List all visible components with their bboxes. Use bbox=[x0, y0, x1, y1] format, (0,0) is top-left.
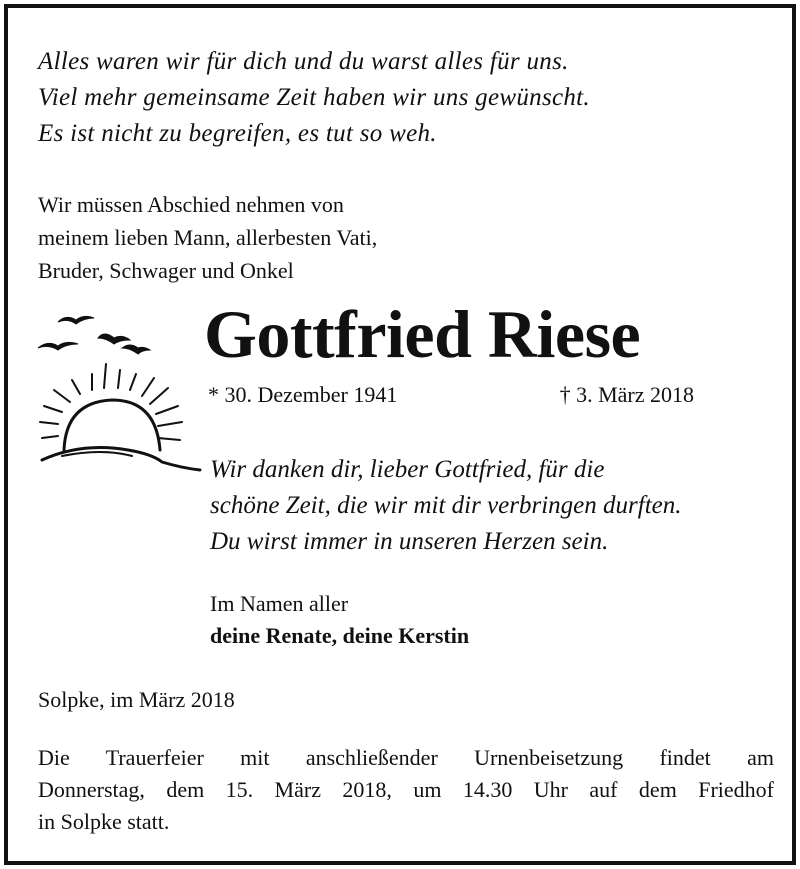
opening-poem bbox=[38, 44, 772, 152]
signature-block bbox=[210, 588, 469, 652]
signature-names: deine Renate, deine Kerstin bbox=[210, 623, 470, 648]
obituary-notice bbox=[4, 4, 796, 865]
farewell-intro bbox=[38, 188, 772, 287]
bird-icon bbox=[58, 316, 94, 324]
thanks-verse bbox=[210, 452, 681, 560]
poem-line: Es ist nicht zu begreifen, es tut so weh. bbox=[38, 120, 437, 147]
signature-prefix: Im Namen aller bbox=[210, 591, 349, 616]
deceased-name: Gottfried Riese bbox=[204, 296, 641, 372]
thanks-line: Wir danken dir, lieber Gottfried, für die bbox=[210, 456, 605, 483]
bird-icon bbox=[38, 342, 78, 350]
birth-date: * 30. Dezember 1941 bbox=[208, 382, 398, 407]
intro-line: meinem lieben Mann, allerbesten Vati, bbox=[38, 225, 378, 250]
intro-line: Wir müssen Abschied nehmen von bbox=[38, 192, 344, 217]
bird-icon bbox=[98, 334, 130, 344]
funeral-service-info bbox=[38, 742, 774, 838]
thanks-line: schöne Zeit, die wir mit dir verbringen durften. bbox=[210, 492, 682, 519]
service-line: Die Trauerfeier mit anschließender Urnenbeisetzung findet am bbox=[38, 745, 774, 770]
birds-and-sunset-icon bbox=[32, 304, 202, 476]
service-line: in Solpke statt. bbox=[38, 809, 170, 834]
intro-line: Bruder, Schwager und Onkel bbox=[38, 258, 294, 283]
death-date: † 3. März 2018 bbox=[559, 382, 694, 407]
bird-icon bbox=[122, 345, 150, 354]
poem-line: Alles waren wir für dich und du warst alles für uns. bbox=[38, 48, 569, 75]
thanks-line: Du wirst immer in unseren Herzen sein. bbox=[210, 528, 609, 555]
place-and-date: Solpke, im März 2018 bbox=[38, 687, 235, 712]
poem-line: Viel mehr gemeinsame Zeit haben wir uns gewünscht. bbox=[38, 84, 590, 111]
service-line: Donnerstag, dem 15. März 2018, um 14.30 Uhr auf dem Friedhof bbox=[38, 777, 774, 802]
